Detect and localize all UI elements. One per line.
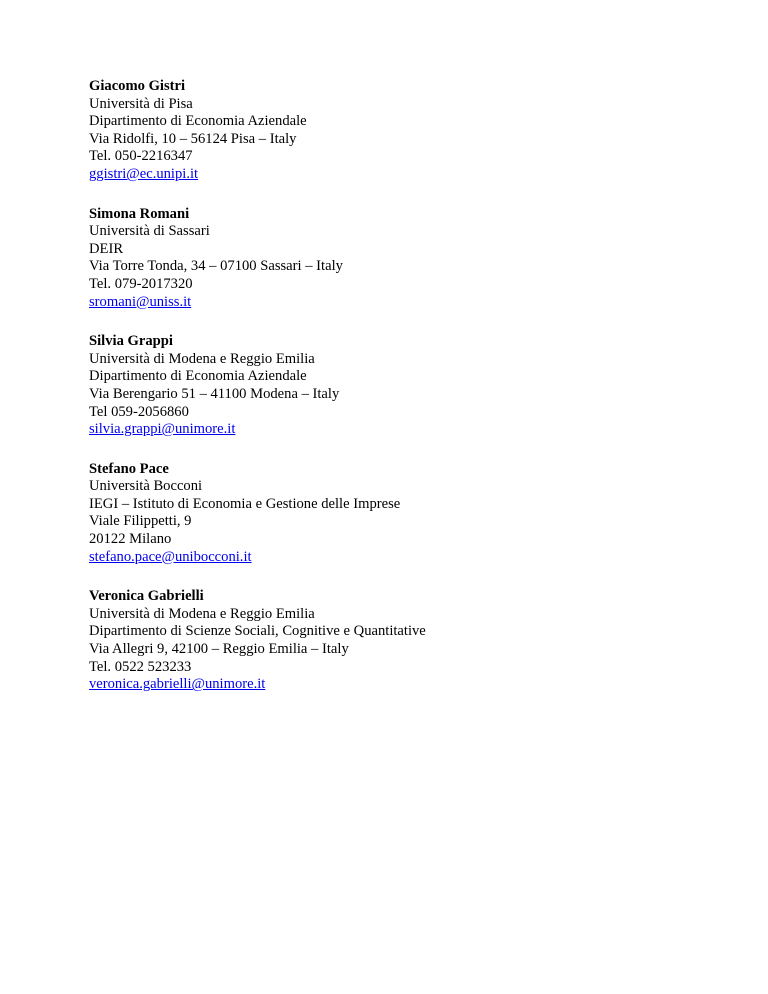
- contact-university: Università di Pisa: [89, 95, 193, 112]
- contact-department: DEIR: [89, 240, 124, 257]
- contact-block: [89, 461, 689, 567]
- contact-list: [89, 78, 689, 716]
- contact-email-link[interactable]: ggistri@ec.unipi.it: [89, 165, 199, 182]
- contact-address: Via Berengario 51 – 41100 Modena – Italy: [89, 385, 340, 402]
- contact-email-link[interactable]: sromani@uniss.it: [89, 293, 192, 310]
- contact-phone: Tel. 050-2216347: [89, 148, 193, 165]
- contact-address: Viale Filippetti, 9: [89, 513, 192, 530]
- contact-block: [89, 333, 689, 439]
- contact-phone: Tel 059-2056860: [89, 403, 189, 420]
- contact-university: Università di Modena e Reggio Emilia: [89, 350, 315, 367]
- contact-name: Simona Romani: [89, 205, 190, 222]
- contact-department: Dipartimento di Economia Aziendale: [89, 113, 307, 130]
- contact-address: Via Ridolfi, 10 – 56124 Pisa – Italy: [89, 130, 297, 147]
- contact-name: Stefano Pace: [89, 460, 169, 477]
- contact-city: 20122 Milano: [89, 531, 172, 548]
- contact-university: Università Bocconi: [89, 478, 203, 495]
- contact-name: Giacomo Gistri: [89, 78, 186, 94]
- contact-university: Università di Modena e Reggio Emilia: [89, 605, 315, 622]
- contact-email-link[interactable]: stefano.pace@unibocconi.it: [89, 548, 252, 565]
- contact-block: [89, 78, 689, 184]
- contact-phone: Tel. 079-2017320: [89, 275, 193, 292]
- contact-department: Dipartimento di Scienze Sociali, Cognitive e Quantitative: [89, 623, 426, 640]
- contact-address: Via Allegri 9, 42100 – Reggio Emilia – Italy: [89, 641, 349, 658]
- contact-block: [89, 588, 689, 694]
- contact-email-link[interactable]: silvia.grappi@unimore.it: [89, 421, 236, 438]
- contact-email-link[interactable]: veronica.gabrielli@unimore.it: [89, 676, 266, 693]
- contact-department: IEGI – Istituto di Economia e Gestione delle Imprese: [89, 495, 401, 512]
- contact-department: Dipartimento di Economia Aziendale: [89, 368, 307, 385]
- contact-phone: Tel. 0522 523233: [89, 658, 192, 675]
- contact-name: Veronica Gabrielli: [89, 588, 204, 605]
- contact-name: Silvia Grappi: [89, 333, 173, 350]
- contact-university: Università di Sassari: [89, 223, 210, 240]
- contact-address: Via Torre Tonda, 34 – 07100 Sassari – Italy: [89, 258, 343, 275]
- contact-block: [89, 206, 689, 312]
